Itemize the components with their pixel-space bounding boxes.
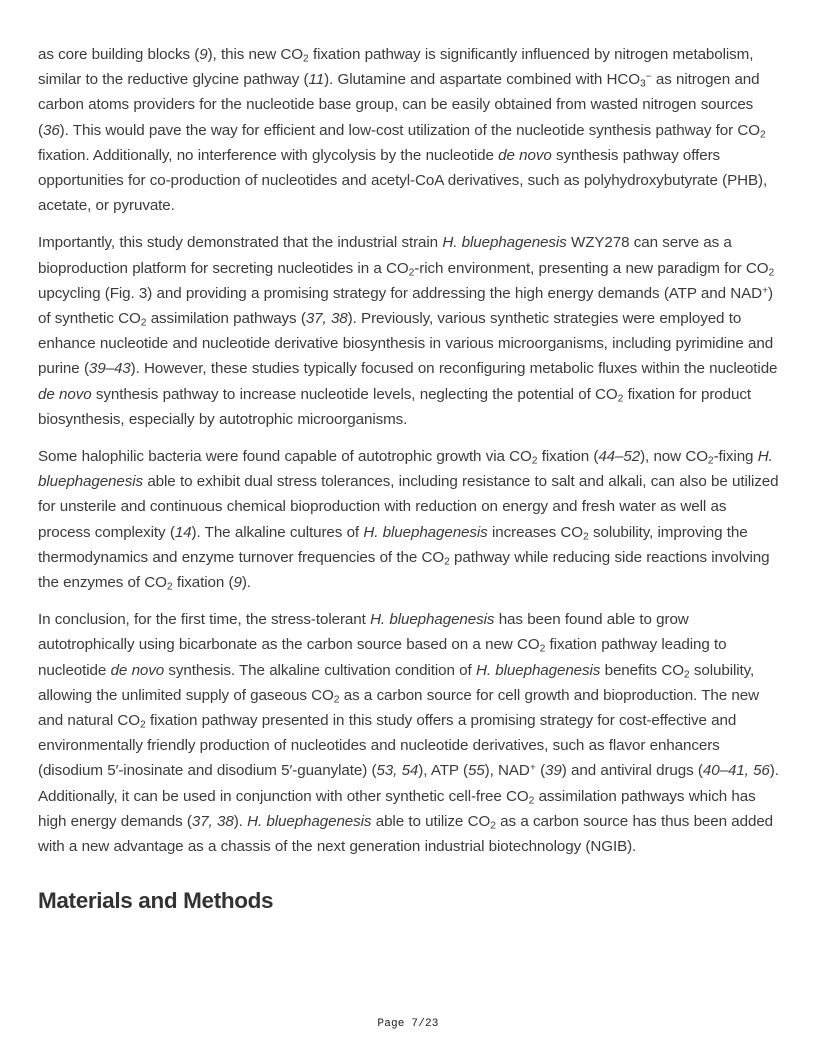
text-run: Some halophilic bacteria were found capable of autotrophic growth via CO <box>38 448 532 466</box>
text-run: In conclusion, for the first time, the stress-tolerant <box>38 611 371 629</box>
text-run: benefits CO <box>600 661 684 679</box>
text-run: ), this new CO <box>207 46 304 63</box>
reference-citation: 14 <box>174 523 192 541</box>
reference-citation: 39–43 <box>88 360 131 378</box>
subscript: 2 <box>140 317 147 329</box>
reference-citation: 9 <box>233 574 242 592</box>
subscript: 3 <box>639 78 646 90</box>
species-name: H. bluephagenesis <box>370 611 495 629</box>
text-run: as nitrogen and carbon atoms providers for the nucleotide base group, can be easily obtained from wasted nitrogen sources ( <box>38 71 760 139</box>
paragraph-4 <box>38 607 780 859</box>
reference-citation: 44–52 <box>598 448 641 466</box>
page-content <box>38 42 780 915</box>
text-run: assimilation pathways which has high energy demands ( <box>38 787 756 830</box>
text-run: fixation ( <box>172 574 234 592</box>
text-run: able to exhibit dual stress tolerances, including resistance to salt and alkali, can also be utilized for unsterile and continuous chemical bioproduction with reduction on energy and fresh water as well as process complexity ( <box>38 473 779 541</box>
text-run: ). <box>233 812 248 830</box>
subscript: 2 <box>707 455 714 467</box>
text-run: synthesis. The alkaline cultivation condition of <box>164 661 476 679</box>
subscript: 2 <box>333 694 340 706</box>
text-run: as a carbon source for cell growth and bioproduction. The new and natural CO <box>38 686 759 730</box>
species-name: H. bluephagenesis <box>38 448 773 491</box>
reference-citation: 11 <box>308 71 325 89</box>
subscript: 2 <box>303 53 309 65</box>
reference-citation: 9 <box>199 46 208 63</box>
text-run: ). Glutamine and aspartate combined with HCO <box>324 71 640 89</box>
subscript: 2 <box>444 556 450 568</box>
text-run: ( <box>535 762 546 780</box>
text-run: ). Additionally, it can be used in conjunction with other synthetic cell-free CO <box>38 762 779 805</box>
subscript: 2 <box>408 266 415 278</box>
paragraph-2 <box>38 230 780 432</box>
text-run: fixation for product biosynthesis, especially by autotrophic microorganisms. <box>38 385 751 428</box>
subscript: 2 <box>617 392 624 404</box>
reference-citation: 37, 38 <box>191 812 234 830</box>
paragraph-3 <box>38 444 780 595</box>
reference-citation: 36 <box>42 121 60 139</box>
text-run: as core building blocks ( <box>38 46 200 63</box>
reference-citation: 37, 38 <box>305 310 348 328</box>
reference-citation: 39 <box>545 762 562 780</box>
species-name: H. bluephagenesis <box>363 523 488 541</box>
subscript: 2 <box>583 530 589 542</box>
superscript: + <box>529 763 536 775</box>
reference-citation: 53, 54 <box>376 762 419 780</box>
text-run: fixation pathway presented in this study offers a promising strategy for cost-effective and environmentally friendly production of nucleotides and nucleotide derivatives, such as flavor enhancers (disodium 5′-inosinate and disodium 5′-guanylate) ( <box>38 712 737 780</box>
text-run: ), NAD <box>484 762 530 780</box>
text-run: pathway while reducing side reactions involving the enzymes of CO <box>38 548 770 592</box>
italic-term: de novo <box>110 661 165 679</box>
text-run: Importantly, this study demonstrated that the industrial strain <box>38 234 443 252</box>
text-run: ) and antiviral drugs ( <box>561 762 703 780</box>
text-run: has been found able to grow autotrophically using bicarbonate as the carbon source based on a new CO <box>38 611 689 654</box>
text-run: as a carbon source has thus been added with a new advantage as a chassis of the next generation industrial biotechnology (NGIB). <box>38 812 774 856</box>
text-run: upcycling (Fig. 3) and providing a promising strategy for addressing the high energy demands (ATP and NAD <box>38 284 763 302</box>
subscript: 2 <box>531 455 538 467</box>
italic-term: de novo <box>498 146 552 164</box>
superscript: − <box>645 71 652 83</box>
text-run: ) of synthetic CO <box>38 284 773 328</box>
text-run: fixation pathway leading to nucleotide <box>38 636 727 679</box>
text-run: assimilation pathways ( <box>146 310 306 328</box>
text-run: ). However, these studies typically focused on reconfiguring metabolic fluxes within the nucleotide <box>130 360 778 378</box>
text-run: -rich environment, presenting a new paradigm for CO <box>414 259 769 277</box>
reference-citation: 55 <box>467 762 485 780</box>
subscript: 2 <box>768 266 775 278</box>
text-run: synthesis pathway offers opportunities for co-production of nucleotides and acetyl-CoA derivatives, such as polyhydroxybutyrate (PHB), acetate, or pyruvate. <box>38 146 768 215</box>
reference-citation: 40–41, 56 <box>702 762 770 780</box>
subscript: 2 <box>166 581 173 593</box>
subscript: 2 <box>490 820 496 832</box>
subscript: 2 <box>683 668 690 680</box>
text-run: ). Previously, various synthetic strategies were employed to enhance nucleotide and nucleotide derivative biosynthesis in various microorganisms, including pyrimidine and purine ( <box>38 310 774 378</box>
text-run: -fixing <box>713 448 758 466</box>
text-run: ). This would pave the way for efficient and low-cost utilization of the nucleotide synthesis pathway for CO <box>59 121 760 139</box>
text-run: synthesis pathway to increase nucleotide levels, neglecting the potential of CO <box>91 385 618 403</box>
text-run: solubility, allowing the unlimited supply of gaseous CO <box>38 661 755 704</box>
italic-term: de novo <box>38 385 92 403</box>
text-run: fixation pathway is significantly influenced by nitrogen metabolism, similar to the reductive glycine pathway ( <box>38 46 754 89</box>
subscript: 2 <box>140 719 146 731</box>
text-run: WZY278 can serve as a bioproduction platform for secreting nucleotides in a CO <box>38 234 732 277</box>
section-heading-materials-and-methods: Materials and Methods <box>38 888 274 914</box>
text-run: ). <box>241 574 251 592</box>
species-name: H. bluephagenesis <box>475 661 601 679</box>
text-run: solubility, improving the thermodynamics and enzyme turnover frequencies of the CO <box>38 523 748 566</box>
text-run: fixation ( <box>537 448 599 466</box>
paragraph-1 <box>38 42 780 218</box>
page-footer: Page 7/23 <box>377 1018 439 1030</box>
subscript: 2 <box>539 643 546 655</box>
subscript: 2 <box>759 128 766 140</box>
text-run: increases CO <box>487 523 583 541</box>
text-run: ), ATP ( <box>418 762 468 780</box>
text-run: ). The alkaline cultures of <box>191 523 364 541</box>
text-run: ), now CO <box>640 448 708 466</box>
superscript: + <box>762 285 768 297</box>
subscript: 2 <box>528 794 535 806</box>
species-name: H. bluephagenesis <box>442 234 567 252</box>
species-name: H. bluephagenesis <box>247 812 372 830</box>
text-run: able to utilize CO <box>371 812 491 830</box>
text-run: fixation. Additionally, no interference with glycolysis by the nucleotide <box>38 146 499 164</box>
